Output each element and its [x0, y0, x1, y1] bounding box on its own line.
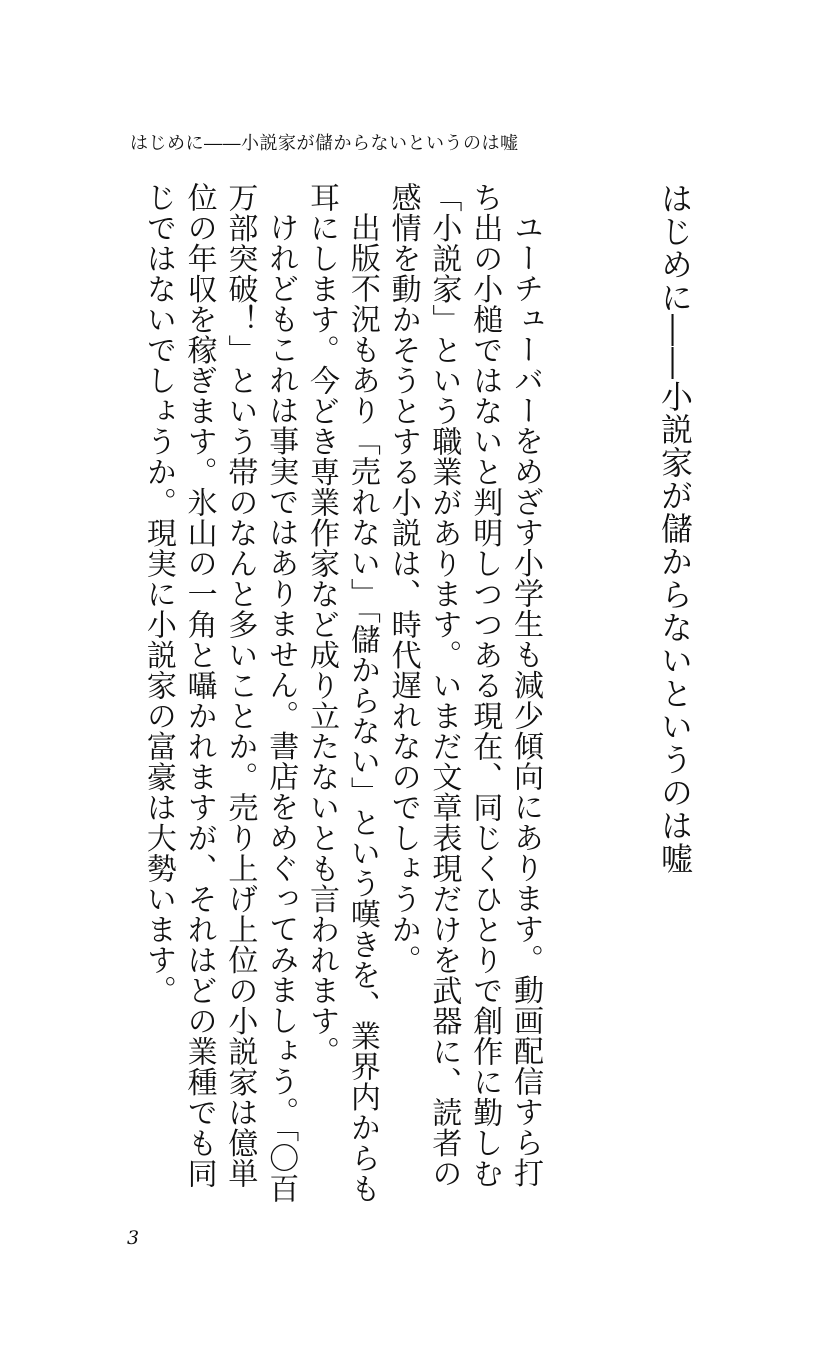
page-number: 3 — [127, 1227, 140, 1249]
chapter-title: はじめに――小説家が儲からないというのは嘘 — [656, 182, 694, 875]
paragraph: けれどもこれは事実ではありません。書店をめぐってみましょう。「〇百万部突破！」という帯のなんと多いことか。売り上げ上位の小説家は億単位の年収を稼ぎます。氷山の一角と囁かれますが、それはどの業種でも同じではないでしょうか。現実に小説家の富豪は大勢います。 — [140, 182, 299, 1204]
paragraph: 出版不況もあり「売れない」「儲からない」という嘆きを、業界内からも耳にします。今どき専業作家など成り立たないとも言われます。 — [304, 182, 380, 1204]
paragraph: ユーチューバーをめざす小学生も減少傾向にあります。動画配信すら打ち出の小槌ではないと判明しつつある現在、同じくひとりで創作に勤しむ「小説家」という職業があります。いまだ文章表現だけを武器に、読者の感情を動かそうとする小説は、時代遅れなのでしょうか。 — [385, 182, 543, 1189]
running-head: はじめに――小説家が儲からないというのは嘘 — [130, 133, 519, 154]
body-text — [100, 182, 545, 1212]
